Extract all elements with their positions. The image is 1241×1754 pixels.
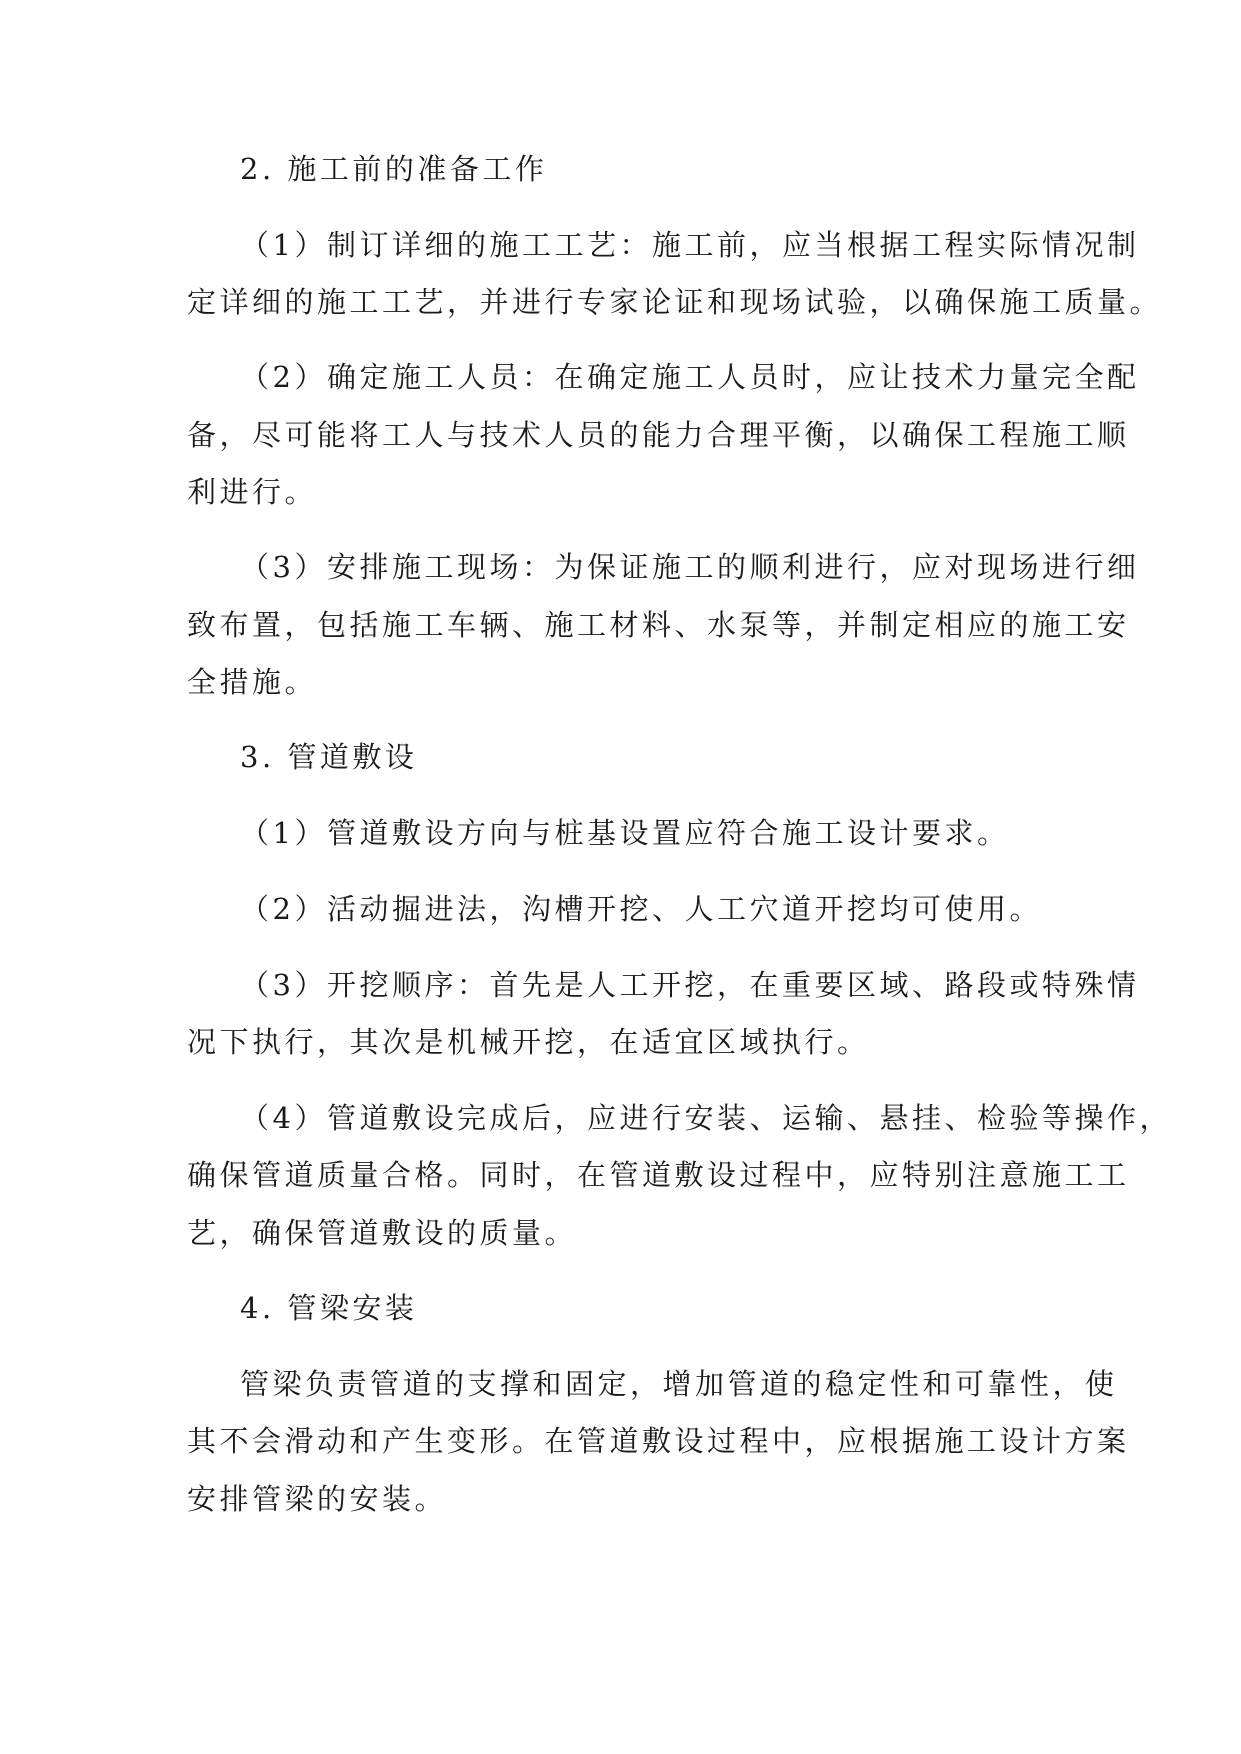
paragraph-line: 安排管梁的安装。 — [187, 1482, 448, 1516]
paragraph-line: （1）制订详细的施工工艺：施工前，应当根据工程实际情况制 — [240, 228, 1140, 262]
paragraph-line: （3）开挖顺序：首先是人工开挖，在重要区域、路段或特殊情 — [240, 968, 1140, 1002]
paragraph-line: 全措施。 — [187, 665, 318, 699]
section-heading: 3. 管道敷设 — [240, 740, 418, 774]
paragraph-line: 确保管道质量合格。同时，在管道敷设过程中，应特别注意施工工 — [187, 1158, 1130, 1192]
paragraph-line: （2）活动掘进法，沟槽开挖、人工穴道开挖均可使用。 — [240, 892, 1042, 926]
paragraph-line: 定详细的施工工艺，并进行专家论证和现场试验，以确保施工质量。 — [187, 285, 1163, 319]
paragraph-line: 况下执行，其次是机械开挖，在适宜区域执行。 — [187, 1025, 870, 1059]
paragraph-line: 其不会滑动和产生变形。在管道敷设过程中，应根据施工设计方案 — [187, 1424, 1130, 1458]
paragraph-line: 致布置，包括施工车辆、施工材料、水泵等，并制定相应的施工安 — [187, 608, 1130, 642]
section-heading: 2. 施工前的准备工作 — [240, 152, 548, 186]
paragraph-line: （3）安排施工现场：为保证施工的顺利进行，应对现场进行细 — [240, 550, 1140, 584]
paragraph-line: 艺，确保管道敷设的质量。 — [187, 1216, 578, 1250]
paragraph-line: 备，尽可能将工人与技术人员的能力合理平衡，以确保工程施工顺 — [187, 418, 1130, 452]
paragraph-line: （1）管道敷设方向与桩基设置应符合施工设计要求。 — [240, 816, 1010, 850]
paragraph-line: （2）确定施工人员：在确定施工人员时，应让技术力量完全配 — [240, 360, 1140, 394]
paragraph-line: 管梁负责管道的支撑和固定，增加管道的稳定性和可靠性，使 — [240, 1367, 1118, 1401]
section-heading: 4. 管梁安装 — [240, 1291, 418, 1325]
paragraph-line: （4）管道敷设完成后，应进行安装、运输、悬挂、检验等操作， — [240, 1101, 1172, 1135]
paragraph-line: 利进行。 — [187, 475, 318, 509]
